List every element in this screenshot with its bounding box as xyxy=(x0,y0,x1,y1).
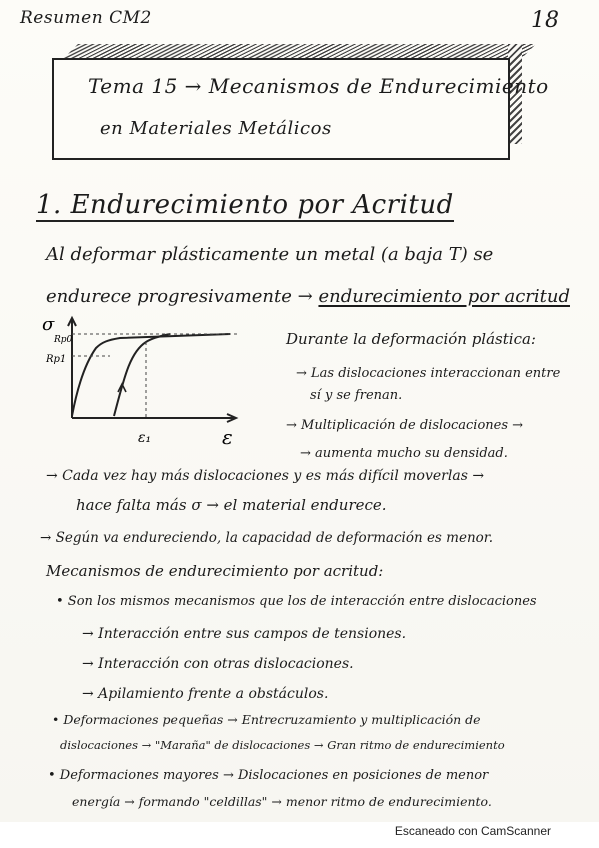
header-label: Resumen CM2 xyxy=(20,8,152,28)
mechanism-item-2: → Interacción con otras dislocaciones. xyxy=(82,656,354,672)
scanner-footer xyxy=(0,822,599,848)
stress-strain-sketch xyxy=(40,312,280,452)
mechanism-item-1: → Interacción entre sus campos de tensiones. xyxy=(82,626,407,642)
mechanisms-intro: • Son los mismos mecanismos que los de interacción entre dislocaciones xyxy=(56,594,537,609)
mechanism-item-3: → Apilamiento frente a obstáculos. xyxy=(82,686,329,702)
section-heading: 1. Endurecimiento por Acritud xyxy=(36,190,454,220)
y-tick-top: Rp0 xyxy=(54,335,73,345)
large-deformation-line-1: • Deformaciones mayores → Dislocaciones en posiciones de menor xyxy=(48,768,489,783)
note-1-line-2: sí y se frenan. xyxy=(310,388,403,403)
key-term: endurecimiento por acritud xyxy=(318,286,570,307)
y-axis-label: σ xyxy=(42,314,55,335)
y-tick-low: Rp1 xyxy=(46,354,67,365)
intro-line-2-pre: endurece progresivamente → xyxy=(46,286,313,307)
title-box-shading-top xyxy=(64,44,536,58)
body-p2: → Según va endureciendo, la capacidad de deformación es menor. xyxy=(40,530,494,546)
reload-curve xyxy=(114,334,170,416)
intro-line-1: Al deformar plásticamente un metal (a baja T) se xyxy=(46,244,494,265)
small-deformation-line-1: • Deformaciones pequeñas → Entrecruzamiento y multiplicación de xyxy=(52,712,481,727)
topic-subtitle: en Materiales Metálicos xyxy=(100,118,332,139)
note-2-line-1: → Multiplicación de dislocaciones → xyxy=(286,418,524,433)
initial-curve xyxy=(72,334,230,416)
x-tick: ε₁ xyxy=(138,430,152,446)
topic-title: Tema 15 → Mecanismos de Endurecimiento xyxy=(88,74,549,98)
during-note: Durante la deformación plástica: xyxy=(286,330,536,348)
mechanisms-title: Mecanismos de endurecimiento por acritud: xyxy=(46,562,384,580)
note-2-line-2: → aumenta mucho su densidad. xyxy=(300,446,508,461)
small-deformation-line-2: dislocaciones → "Maraña" de dislocaciones → Gran ritmo de endurecimiento xyxy=(60,738,505,752)
body-p1-line-2: hace falta más σ → el material endurece. xyxy=(76,496,387,514)
body-p1-line-1: → Cada vez hay más dislocaciones y es más difícil moverlas → xyxy=(46,468,485,484)
scanner-watermark: Escaneado con CamScanner xyxy=(394,824,551,838)
large-deformation-line-2: energía → formando "celdillas" → menor ritmo de endurecimiento. xyxy=(72,794,492,809)
x-axis-label: ε xyxy=(222,425,233,449)
note-1-line-1: → Las dislocaciones interaccionan entre xyxy=(296,366,561,381)
page-number: 18 xyxy=(531,8,559,33)
intro-line-2 xyxy=(46,286,570,307)
